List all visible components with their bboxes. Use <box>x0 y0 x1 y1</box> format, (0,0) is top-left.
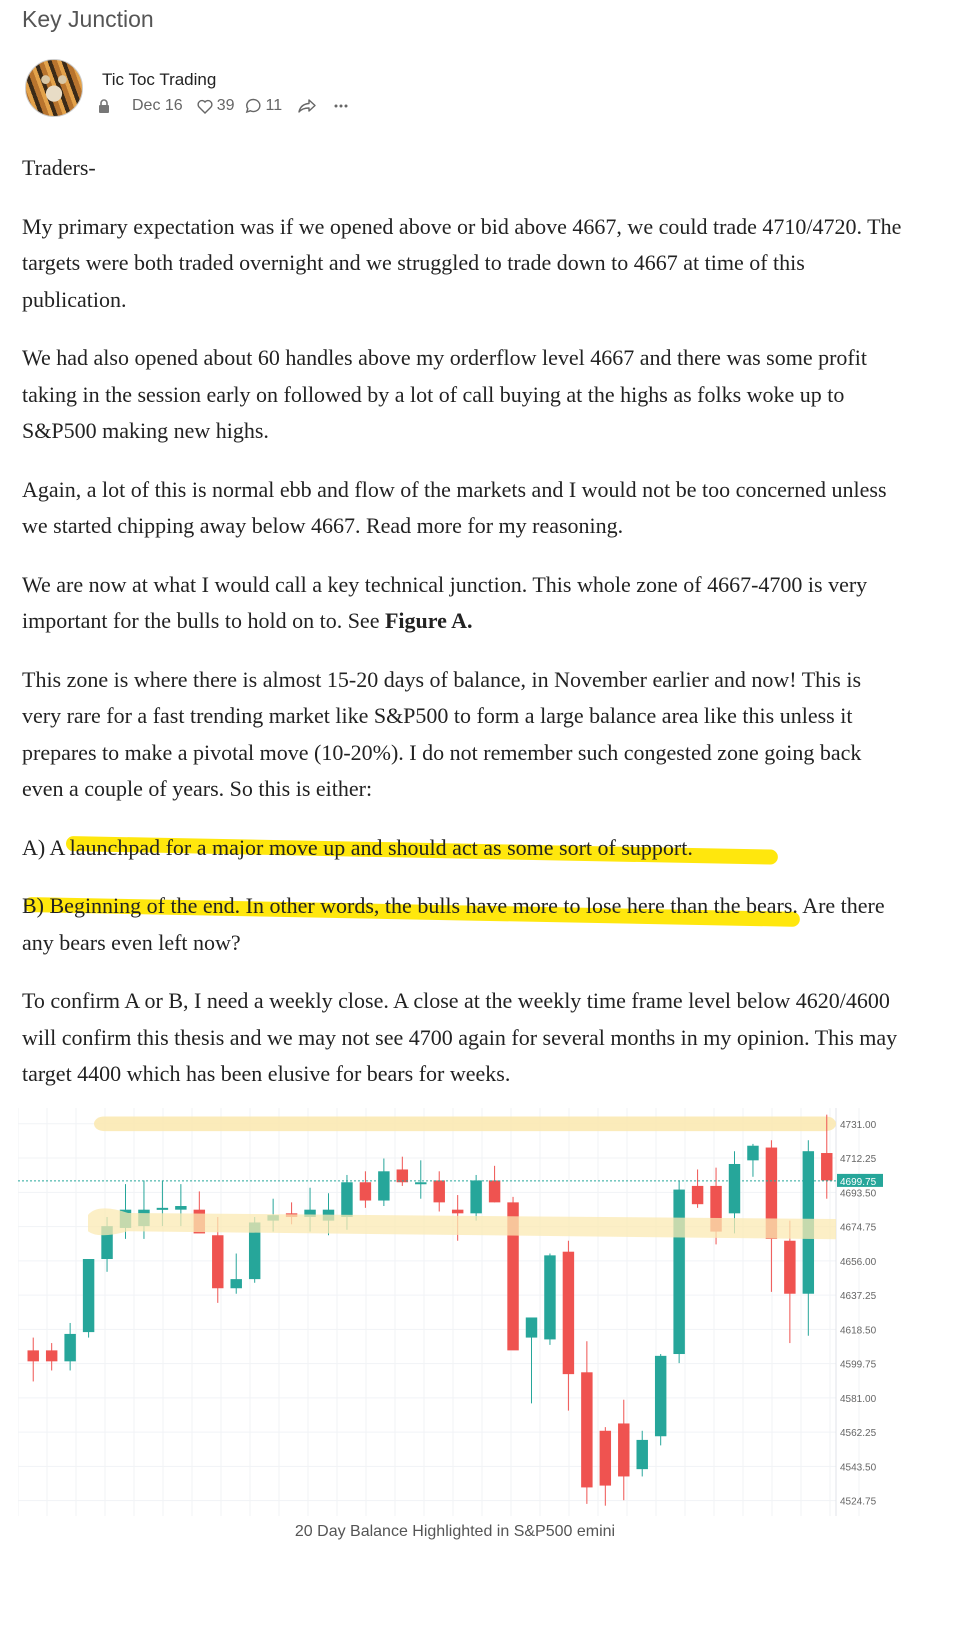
author-name[interactable]: Tic Toc Trading <box>102 70 217 89</box>
candle-body <box>637 1440 648 1469</box>
current-price-label: 4699.75 <box>840 1176 877 1188</box>
candle-body <box>415 1182 426 1184</box>
candle-body <box>784 1241 795 1294</box>
candle-body <box>729 1164 740 1213</box>
paragraph-text: We are now at what I would call a key technical junction. This whole zone of 4667-4700 is very important for the bulls to hold on to. See <box>22 571 868 633</box>
post-body <box>22 150 902 1115</box>
y-tick-label: 4731.00 <box>840 1119 877 1131</box>
candlestick-chart[interactable] <box>18 1108 886 1516</box>
comment-button[interactable] <box>245 97 283 115</box>
y-tick-label: 4637.25 <box>840 1291 877 1303</box>
candle-body <box>212 1235 223 1288</box>
candle-body <box>600 1431 611 1486</box>
like-count: 39 <box>216 97 235 114</box>
candle-body <box>83 1259 94 1332</box>
post-date: Dec 16 <box>132 97 183 114</box>
paragraph: To confirm A or B, I need a weekly close. A close at the weekly time frame level below 4620/4600 will confirm this thesis and we may not see 4700 again for several months in my opinion. This may target 4400 which has been elusive for bears for weeks. <box>22 988 898 1086</box>
candle-body <box>673 1190 684 1354</box>
paragraph: We had also opened about 60 handles above my orderflow level 4667 and there was some profit taking in the session early on followed by a lot of call buying at the highs as folks woke up to S&P500 making new highs. <box>22 345 867 443</box>
candle-body <box>470 1180 481 1213</box>
paragraph: This zone is where there is almost 15-20 days of balance, in November earlier and now! This is very rare for a fast trending market like S&P500 to form a large balance area like this unless it prepares to make a pivotal move (10-20%). I do not remember such congested zone going back even a couple of years. So this is either: <box>22 666 862 801</box>
candle-body <box>692 1186 703 1204</box>
y-tick-label: 4693.50 <box>840 1188 877 1200</box>
candle-body <box>526 1317 537 1337</box>
candle-body <box>46 1350 57 1361</box>
paragraph <box>22 567 902 640</box>
candle-body <box>544 1255 555 1339</box>
candle-body <box>175 1206 186 1210</box>
candle-body <box>231 1279 242 1288</box>
y-tick-label: 4581.00 <box>840 1393 877 1405</box>
paragraph: Again, a lot of this is normal ebb and flow of the markets and I would not be too concerned unless we started chipping away below 4667. Read more for my reasoning. <box>22 476 887 538</box>
share-icon <box>298 99 316 113</box>
like-button[interactable] <box>197 97 235 115</box>
paragraph: My primary expectation was if we opened above or bid above 4667, we could trade 4710/4720. The targets were both traded overnight and we struggled to trade down to 4667 at time of this publication. <box>22 213 902 312</box>
candle-body <box>821 1153 832 1180</box>
candle-body <box>397 1169 408 1182</box>
candle-body <box>489 1180 500 1202</box>
y-tick-label: 4712.25 <box>840 1154 877 1166</box>
paragraph-option-a: A) A launchpad for a major move up and should act as some sort of support. <box>22 834 693 860</box>
paragraph: Traders- <box>22 155 96 180</box>
more-icon <box>334 104 348 108</box>
candle-body <box>341 1182 352 1217</box>
y-tick-label: 4618.50 <box>840 1325 877 1337</box>
candle-body <box>563 1252 574 1374</box>
post-title: Key Junction <box>22 6 154 32</box>
y-tick-label: 4524.75 <box>840 1496 877 1508</box>
candle-body <box>747 1146 758 1161</box>
candle-body <box>655 1356 666 1436</box>
comment-icon <box>245 98 262 114</box>
share-button[interactable] <box>298 99 316 113</box>
candle-body <box>581 1372 592 1487</box>
y-tick-label: 4599.75 <box>840 1359 877 1371</box>
author-avatar[interactable] <box>25 59 83 117</box>
candle-body <box>28 1350 39 1361</box>
heart-icon <box>197 99 213 114</box>
paragraph-option-b: B) Beginning of the end. In other words, the bulls have more to lose here than the bears. Are there any bears even left now? <box>22 893 885 955</box>
comment-count: 11 <box>265 97 283 114</box>
y-tick-label: 4543.50 <box>840 1462 877 1474</box>
candle-body <box>157 1208 168 1210</box>
post-meta <box>98 97 358 115</box>
candle-body <box>434 1180 445 1202</box>
more-button[interactable] <box>334 104 348 108</box>
candle-body <box>452 1210 463 1214</box>
y-tick-label: 4562.25 <box>840 1428 877 1440</box>
highlight-band-top <box>94 1116 836 1131</box>
y-tick-label: 4674.75 <box>840 1222 877 1234</box>
figure-caption: 20 Day Balance Highlighted in S&P500 emini <box>294 1523 616 1540</box>
candle-body <box>360 1182 371 1200</box>
figure-reference: Figure A. <box>384 608 473 633</box>
lock-icon <box>98 99 122 113</box>
candle-body <box>378 1171 389 1200</box>
candle-body <box>618 1423 629 1476</box>
candle-body <box>64 1334 75 1361</box>
y-tick-label: 4656.00 <box>840 1256 877 1268</box>
